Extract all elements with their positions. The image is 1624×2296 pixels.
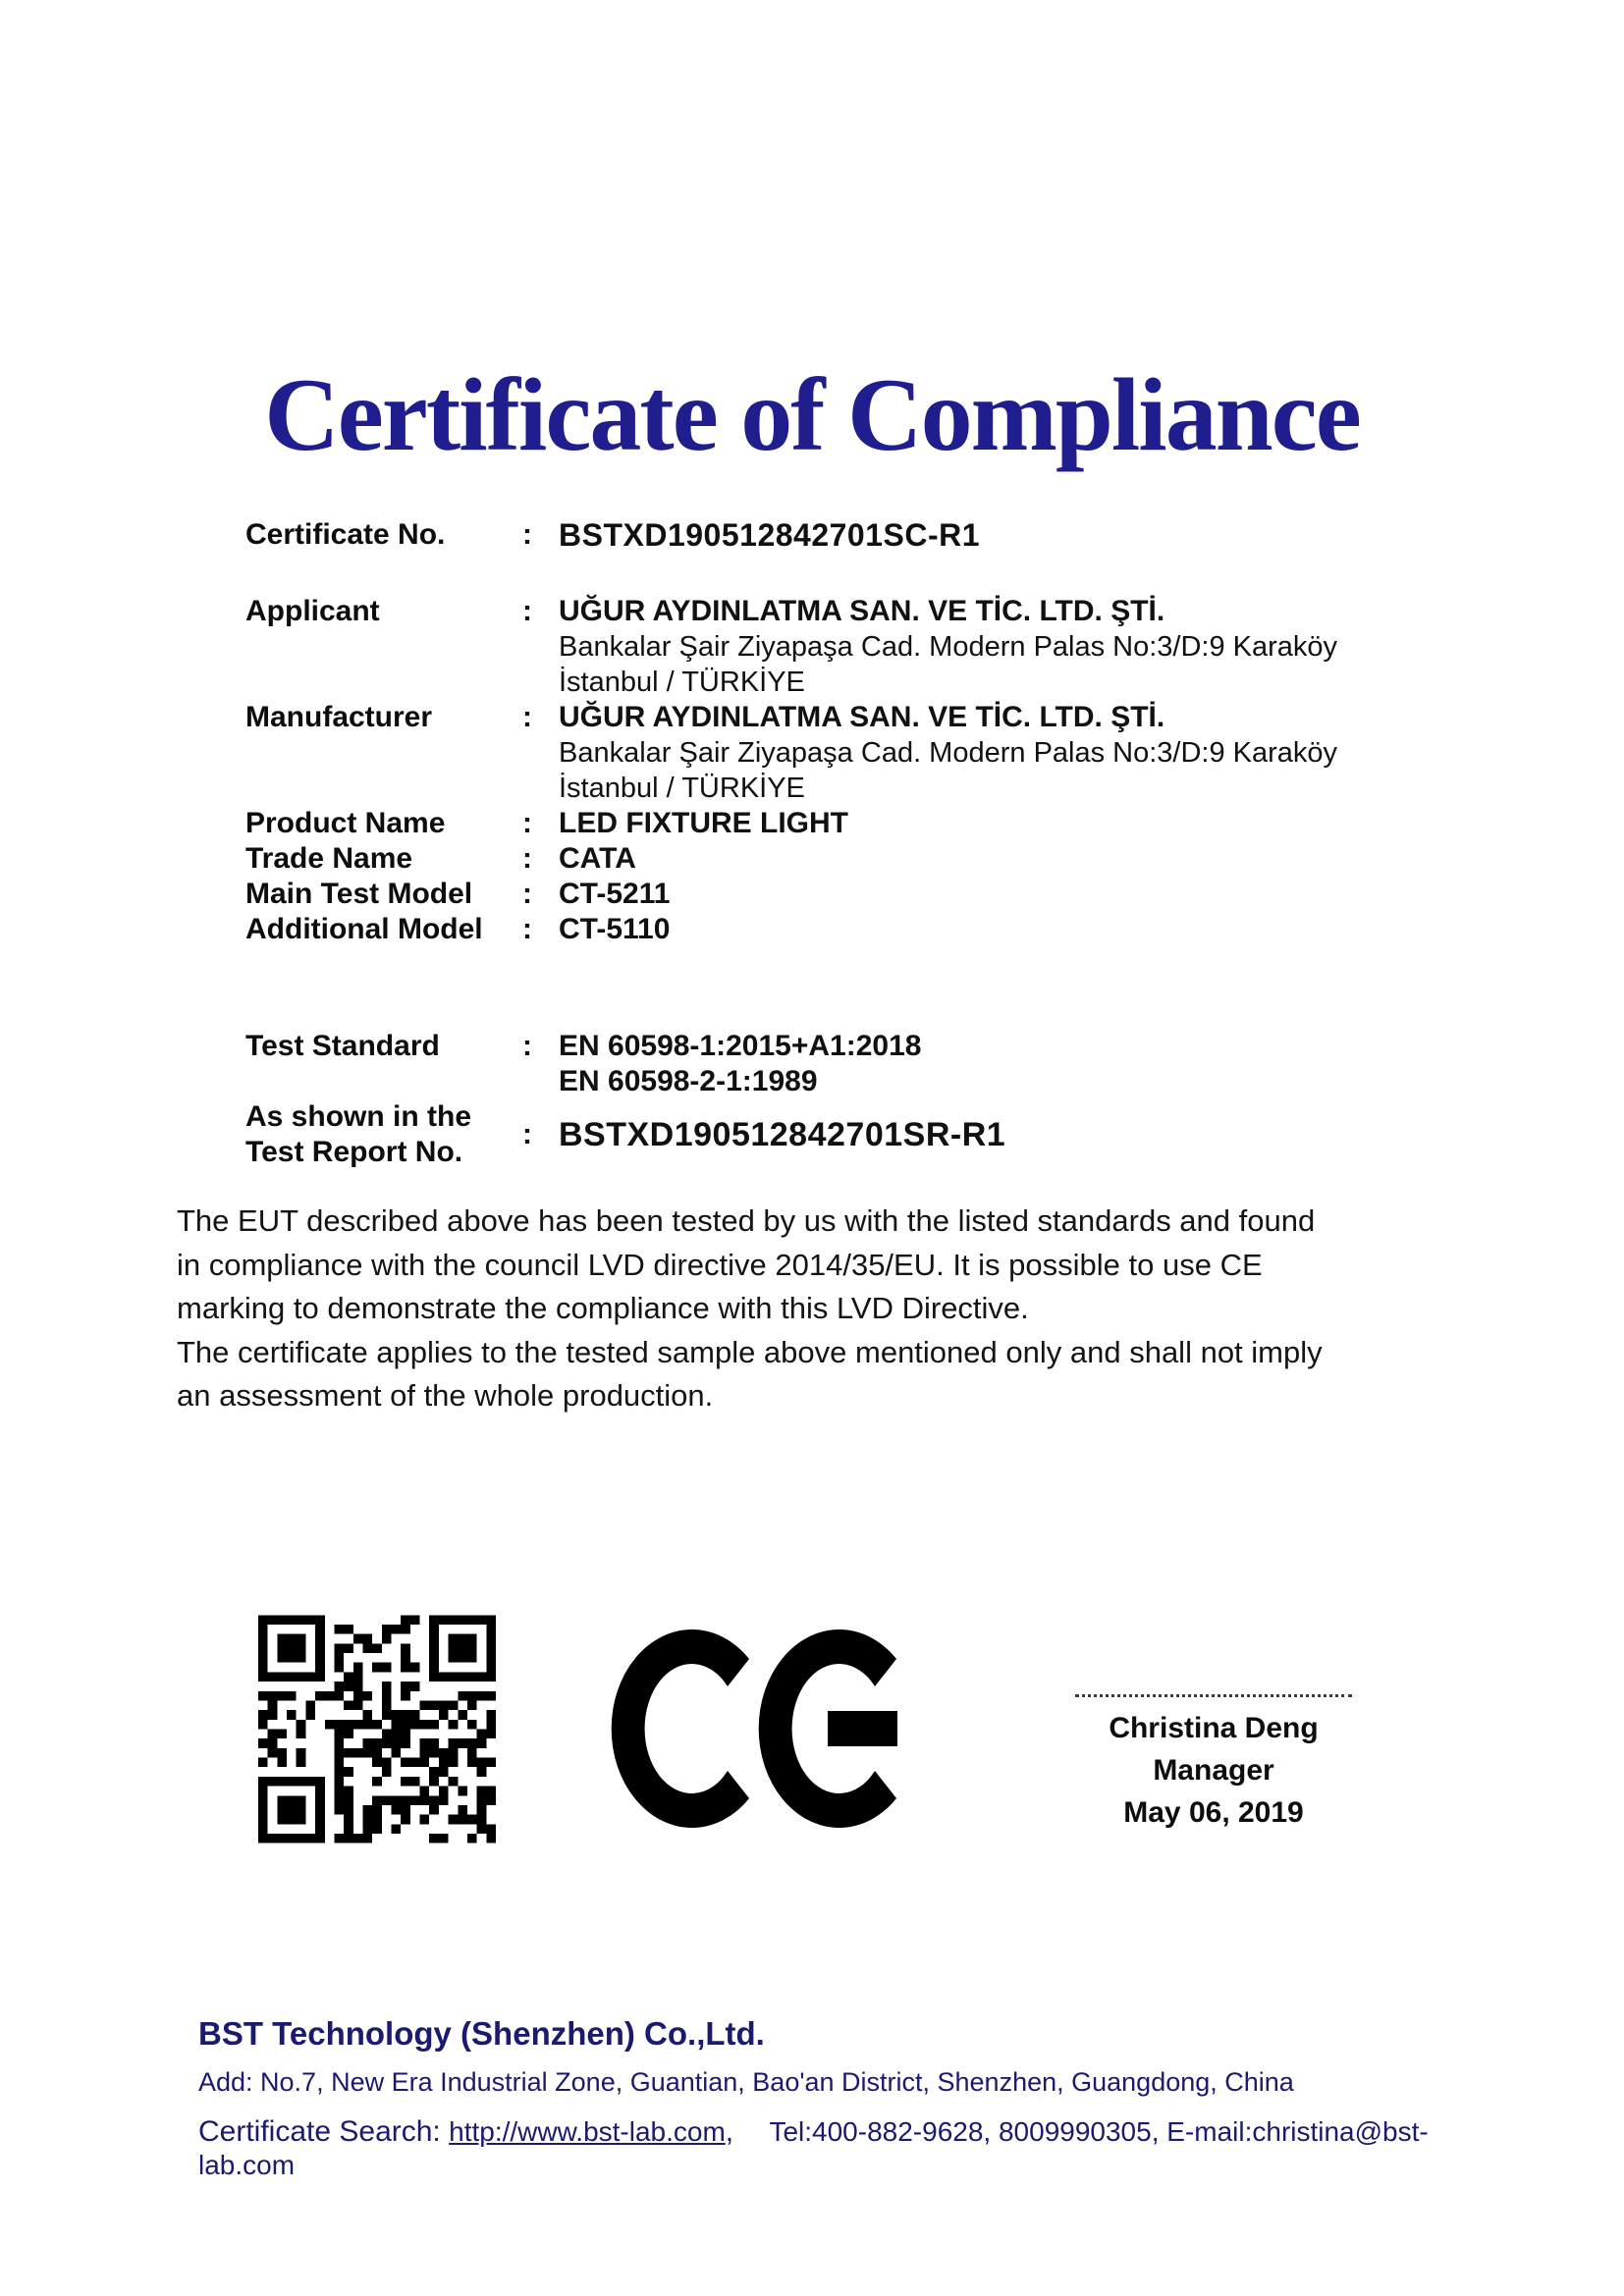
applicant-company: UĞUR AYDINLATMA SAN. VE TİC. LTD. ŞTİ. [559, 595, 1165, 627]
ce-mark-icon [589, 1622, 899, 1836]
certificate-search-label: Certificate Search: [198, 2115, 441, 2148]
detail-row-test-report-no [245, 1099, 1414, 1170]
main-test-model-value: CT-5211 [559, 878, 671, 910]
certificate-title: Certificate of Compliance [264, 357, 1360, 472]
signer-name: Christina Deng [1109, 1712, 1319, 1744]
applicant-value [559, 594, 1414, 700]
detail-row-test-standard [245, 1029, 1414, 1099]
applicant-address-line1: Bankalar Şair Ziyapaşa Cad. Modern Palas No:3/D:9 Karaköy [559, 631, 1338, 663]
colon-separator: : [522, 595, 532, 627]
field-label: Main Test Model [245, 878, 473, 910]
detail-row-applicant [245, 594, 1414, 700]
product-name-value: LED FIXTURE LIGHT [559, 807, 848, 839]
field-label-line1: As shown in the [245, 1100, 472, 1133]
declaration-line: The EUT described above has been tested by us with the listed standards and found [177, 1203, 1316, 1238]
issuer-company-name: BST Technology (Shenzhen) Co.,Ltd. [198, 2015, 765, 2052]
signature-block [1073, 1694, 1354, 1834]
detail-row-manufacturer [245, 700, 1414, 806]
field-label: Manufacturer [245, 701, 433, 733]
detail-row-additional-model [245, 912, 1414, 947]
signature-dotted-line [1075, 1694, 1352, 1697]
trade-name-value: CATA [559, 842, 636, 875]
certificate-search-link[interactable]: http://www.bst-lab.com [449, 2116, 726, 2147]
detail-row-product-name [245, 806, 1414, 841]
colon-separator: : [522, 913, 532, 945]
test-standard-value [559, 1029, 1414, 1099]
manufacturer-address-line2: İstanbul / TÜRKİYE [559, 773, 805, 804]
colon-separator: : [522, 701, 532, 733]
field-label: Applicant [245, 595, 380, 627]
applicant-address-line2: İstanbul / TÜRKİYE [559, 667, 805, 698]
declaration-line: in compliance with the council LVD directive 2014/35/EU. It is possible to use CE [177, 1247, 1263, 1282]
detail-row-trade-name [245, 841, 1414, 877]
test-report-number-value: BSTXD190512842701SR-R1 [559, 1116, 1006, 1153]
certificate-search-line [198, 2115, 1504, 2182]
colon-separator: : [522, 878, 532, 910]
colon-separator: : [522, 842, 532, 875]
field-label [245, 1099, 522, 1170]
test-standard-line1: EN 60598-1:2015+A1:2018 [559, 1030, 922, 1062]
comma-separator: , [725, 2115, 734, 2148]
manufacturer-value [559, 700, 1414, 806]
qr-code [258, 1615, 496, 1843]
field-label: Trade Name [245, 842, 413, 875]
field-label-line2: Test Report No. [245, 1136, 463, 1168]
manufacturer-company: UĞUR AYDINLATMA SAN. VE TİC. LTD. ŞTİ. [559, 701, 1165, 733]
field-label: Test Standard [245, 1030, 440, 1062]
field-label: Product Name [245, 807, 446, 839]
field-label: Certificate No. [245, 518, 446, 551]
additional-model-value: CT-5110 [559, 913, 671, 945]
colon-separator: : [522, 1118, 532, 1150]
colon-separator: : [522, 1030, 532, 1062]
field-label: Additional Model [245, 913, 483, 945]
signature-date: May 06, 2019 [1123, 1796, 1304, 1829]
test-standard-line2: EN 60598-2-1:1989 [559, 1065, 818, 1097]
colon-separator: : [522, 807, 532, 839]
declaration-line: The certificate applies to the tested sample above mentioned only and shall not imply [177, 1334, 1323, 1369]
certificate-details [245, 517, 1414, 1170]
detail-row-certificate-no [245, 517, 1414, 553]
colon-separator: : [522, 518, 532, 551]
declaration-line: marking to demonstrate the compliance with this LVD Directive. [177, 1291, 1029, 1326]
detail-row-main-test-model [245, 877, 1414, 912]
issuer-contact-info: Tel:400-882-9628, 8009990305, E-mail:christina@bst-lab.com [198, 2116, 1429, 2180]
certificate-number-value: BSTXD190512842701SC-R1 [559, 517, 981, 553]
issuer-address: Add: No.7, New Era Industrial Zone, Guantian, Bao'an District, Shenzhen, Guangdong, China [198, 2067, 1294, 2097]
issuer-footer [198, 2015, 1504, 2182]
declaration-paragraph [177, 1200, 1453, 1418]
manufacturer-address-line1: Bankalar Şair Ziyapaşa Cad. Modern Palas No:3/D:9 Karaköy [559, 737, 1338, 769]
signer-title: Manager [1153, 1754, 1274, 1787]
declaration-line: an assessment of the whole production. [177, 1378, 714, 1414]
